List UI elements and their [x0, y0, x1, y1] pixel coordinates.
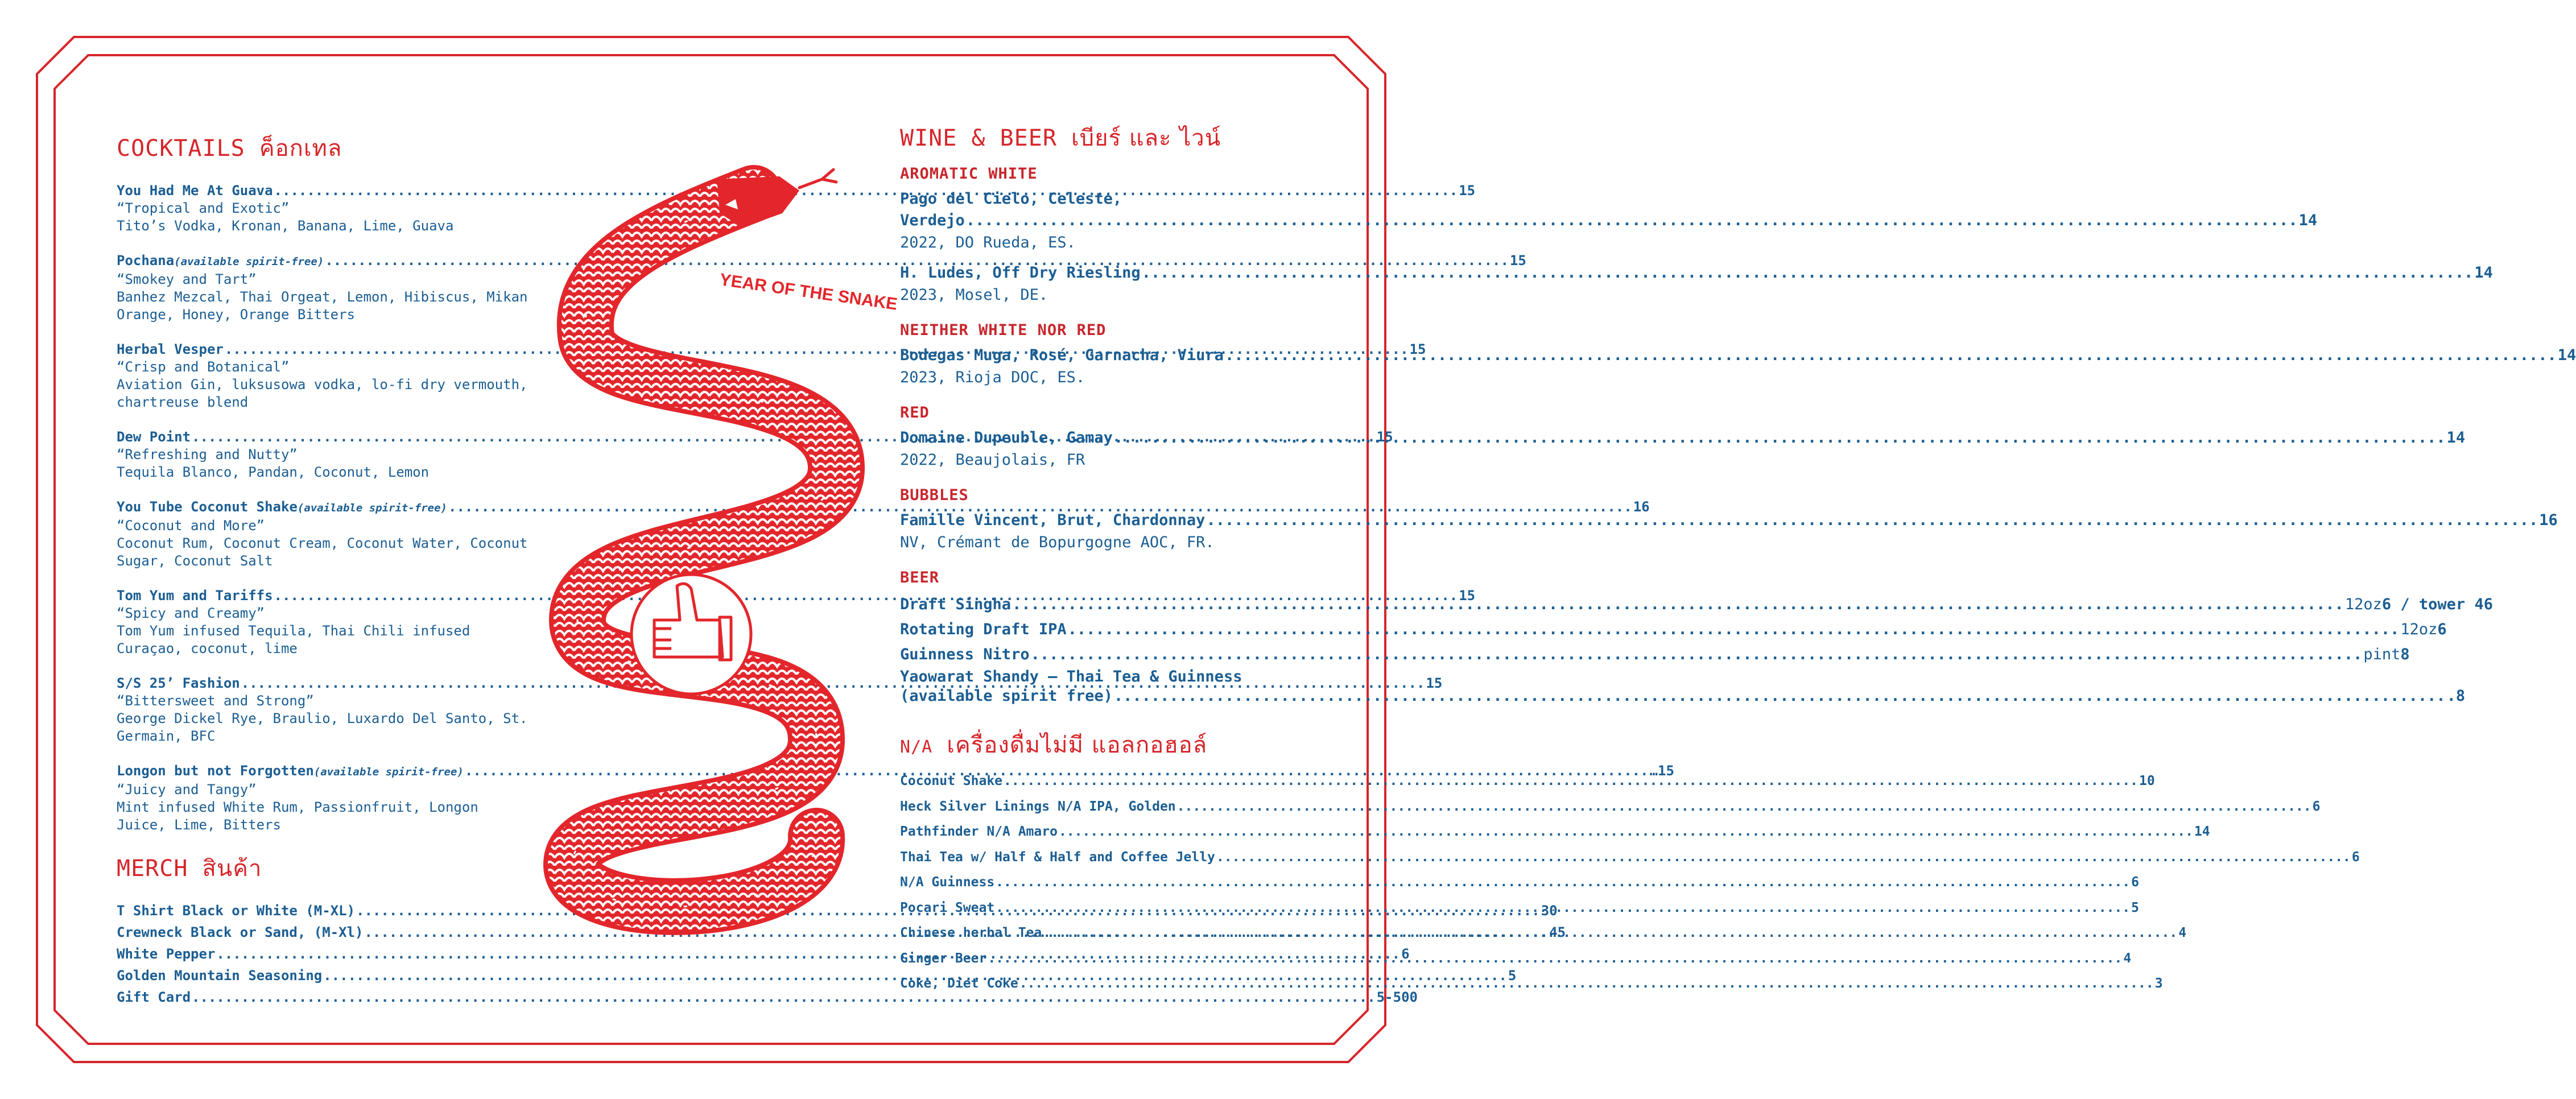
snake-caption: YEAR OF THE SNAKE [718, 270, 899, 314]
dot-leader [1043, 920, 2177, 946]
wine-category: AROMATIC WHITE [900, 165, 1038, 183]
beer-item-line [900, 617, 2447, 642]
na-heading: N/A เครื่องดื่มไม่มี แอลกอฮอล์ [900, 732, 1208, 758]
merch-item-name: T Shirt Black or White (M-XL) [117, 903, 356, 919]
dot-leader [966, 210, 2298, 232]
wine-price: 16 [2539, 511, 2558, 529]
beer-item-price: 6 / tower 46 [2381, 596, 2493, 613]
cocktail-ingredients: Tom Yum infused Tequila, Thai Chili infused Curaçao, coconut, lime [117, 623, 470, 656]
na-item-line [900, 794, 2321, 820]
na-item-name: Ginger Beer [900, 951, 987, 966]
cocktail-tagline: “Bittersweet and Strong” [117, 693, 314, 709]
beer-item-price: 8 [2400, 646, 2410, 663]
cocktail-ingredients: George Dickel Rye, Braulio, Luxardo Del Santo, St. Germain, BFC [117, 710, 528, 744]
na-item-line [900, 946, 2132, 972]
cocktail-price: …15 [1649, 763, 1674, 779]
wine-name: Verdejo [900, 212, 965, 229]
wine-price: 14 [2474, 264, 2493, 282]
dot-leader [996, 895, 2130, 921]
wine-price: 14 [2298, 212, 2318, 229]
cocktail-tagline: “Tropical and Exotic” [117, 200, 290, 216]
cocktail-tagline: “Spicy and Creamy” [117, 605, 265, 621]
cocktail-name: Dew Point [117, 429, 191, 445]
dot-leader [1216, 845, 2351, 870]
cocktail-ingredients: Tequila Blanco, Pandan, Coconut, Lemon [117, 464, 430, 480]
wine-detail: 2023, Mosel, DE. [900, 286, 1048, 304]
merch-item-name: Crewneck Black or Sand, (M-Xl) [117, 924, 364, 940]
cocktail-line [117, 675, 1443, 692]
wine-category: NEITHER WHITE NOR RED [900, 321, 1107, 339]
na-item-line [900, 819, 2210, 845]
beer-item-name: Guinness Nitro [900, 646, 1030, 663]
na-item-price: 10 [2139, 774, 2155, 788]
wine-detail: 2022, Beaujolais, FR [900, 451, 1085, 469]
dot-leader [1114, 427, 2446, 449]
na-item-name: Chinese herbal Tea [900, 926, 1042, 940]
dot-leader [1059, 819, 2193, 845]
dot-leader [1142, 262, 2474, 284]
cocktail-price: 16 [1633, 499, 1650, 515]
na-item-name: Coconut Shake [900, 774, 1003, 788]
wine-detail: NV, Crémant de Bopurgogne AOC, FR. [900, 534, 1215, 551]
wine-category: BUBBLES [900, 486, 969, 504]
dot-leader [1031, 642, 2363, 667]
cocktail-note: (available spirit-free) [297, 502, 447, 514]
cocktail-ingredients: Aviation Gin, luksusowa vodka, lo-fi dry vermouth, chartreuse blend [117, 377, 528, 410]
na-item-name: N/A Guinness [900, 875, 995, 890]
wine-item [900, 262, 2493, 307]
beer-item-name: Rotating Draft IPA [900, 621, 1067, 638]
merch-item-line [117, 986, 1418, 1008]
na-item-name: Pocari Sweat [900, 900, 995, 915]
wine-line [900, 262, 2493, 284]
cocktail-name: Herbal Vesper [117, 341, 224, 357]
na-item-name: Heck Silver Linings N/A IPA, Golden [900, 799, 1176, 814]
beer-heading: BEER [900, 569, 940, 586]
cocktail-price: 15 [1509, 253, 1526, 268]
cocktail-tagline: “Coconut and More” [117, 518, 265, 534]
merch-item-name: Gift Card [117, 989, 191, 1005]
wine-name-line1: Pago del Cielo, Celeste, [900, 190, 1122, 208]
dot-leader [1068, 617, 2400, 642]
dot-leader [1177, 794, 2311, 820]
cocktail-ingredients: Coconut Rum, Coconut Cream, Coconut Water, Coconut Sugar, Coconut Salt [117, 535, 528, 569]
dot-leader [988, 946, 2122, 972]
cocktail-tagline: “Refreshing and Nutty” [117, 447, 298, 462]
cocktail-price: 15 [1459, 183, 1476, 199]
cocktails-heading: COCKTAILS ค็อกเทล [117, 135, 342, 162]
cocktail-name: S/S 25’ Fashion [117, 675, 240, 691]
beer-item-unit: pint [2363, 646, 2401, 663]
cocktail-ingredients: Banhez Mezcal, Thai Orgeat, Lemon, Hibiscus, Mikan Orange, Honey, Orange Bitters [117, 289, 528, 323]
merch-item-name: White Pepper [117, 946, 216, 962]
merch-item-name: Golden Mountain Seasoning [117, 968, 323, 984]
na-item-price: 4 [2123, 951, 2132, 966]
beer-item-shandy: Yaowarat Shandy — Thai Tea & Guinness (available spirit free) ..... .8 [900, 667, 1318, 706]
dot-leader [1225, 345, 2557, 366]
cocktail-line [117, 252, 1526, 271]
cocktail-price: 15 [1426, 675, 1443, 691]
na-item-name: Pathfinder N/A Amaro [900, 824, 1058, 839]
cocktail-tagline: “Smokey and Tart” [117, 271, 257, 287]
cocktail-price: 15 [1459, 588, 1476, 604]
beer-item-line [900, 642, 2410, 667]
na-item-price: 6 [2131, 875, 2140, 890]
cocktail-price: 15 [1409, 341, 1426, 357]
cocktail-price: 15 [1376, 429, 1393, 445]
cocktail-tagline: “Juicy and Tangy” [117, 782, 257, 798]
wine-price: 14 [2557, 346, 2576, 364]
wine-category: RED [900, 404, 930, 422]
dot-leader [1012, 592, 2344, 617]
dot-leader [1004, 769, 2138, 794]
wine-name: Famille Vincent, Brut, Chardonnay [900, 511, 1206, 529]
na-item-name: Thai Tea w/ Half & Half and Coffee Jelly [900, 849, 1215, 865]
wine-detail: 2023, Rioja DOC, ES. [900, 369, 1085, 386]
merch-item-price: 5 [1508, 968, 1517, 984]
merch-item-price: 30 [1541, 903, 1558, 919]
cocktail-name: You Had Me At Guava [117, 183, 273, 199]
dot-leader [996, 870, 2130, 895]
na-item-price: 6 [2351, 849, 2360, 865]
na-item-line [900, 870, 2140, 895]
cocktail-name: Pochana [117, 253, 175, 268]
beer-item-unit: 12oz [2400, 621, 2438, 638]
wine-name: H. Ludes, Off Dry Riesling [900, 264, 1141, 282]
wine-beer-heading: WINE & BEER เบียร์ และ ไวน์ [900, 125, 1221, 151]
wine-detail: 2022, DO Rueda, ES. [900, 234, 1076, 251]
merch-item-price: 6 [1401, 946, 1410, 962]
na-item-price: 14 [2194, 824, 2210, 839]
na-item-price: 6 [2312, 799, 2321, 814]
wine-price: 14 [2446, 429, 2466, 447]
cocktail-note: (available spirit-free) [313, 766, 464, 778]
wine-item [900, 510, 2558, 554]
cocktail-note: (available spirit-free) [174, 255, 324, 268]
wine-line [900, 210, 2318, 232]
beer-item-price: 6 [2437, 621, 2447, 638]
na-item-price: 5 [2131, 900, 2140, 915]
cocktail-name: You Tube Coconut Shake [117, 499, 298, 515]
merch-item-price: 5-500 [1376, 989, 1418, 1005]
beer-item-name: Draft Singha [900, 596, 1012, 613]
snake-illustration [555, 165, 899, 944]
na-item-price: 3 [2154, 976, 2163, 991]
dot-leader [1206, 510, 2538, 531]
cocktail-ingredients: Tito’s Vodka, Kronan, Banana, Lime, Guava [117, 218, 454, 234]
na-item-name: Coke, Diet Coke [900, 976, 1018, 991]
cocktail-name: Longon but not Forgotten [117, 763, 314, 779]
cocktail-line [117, 498, 1650, 517]
merch-heading: MERCH สินค้า [117, 856, 262, 882]
cocktail-ingredients: Mint infused White Rum, Passionfruit, Longon Juice, Lime, Bitters [117, 799, 478, 833]
merch-item-price: 45 [1549, 924, 1566, 940]
beer-item-unit: 12oz [2344, 596, 2382, 613]
cocktail-name: Tom Yum and Tariffs [117, 588, 273, 604]
dot-leader [1019, 971, 2154, 997]
na-item-price: 4 [2178, 926, 2187, 940]
wine-name: Domaine Dupeuble, Gamay [900, 429, 1113, 447]
wine-name: Bodegas Muga, Rosé, Garnacha, Viura [900, 346, 1224, 364]
wine-line [900, 510, 2558, 531]
cocktail-tagline: “Crisp and Botanical” [117, 359, 290, 375]
na-item-line [900, 845, 2360, 870]
